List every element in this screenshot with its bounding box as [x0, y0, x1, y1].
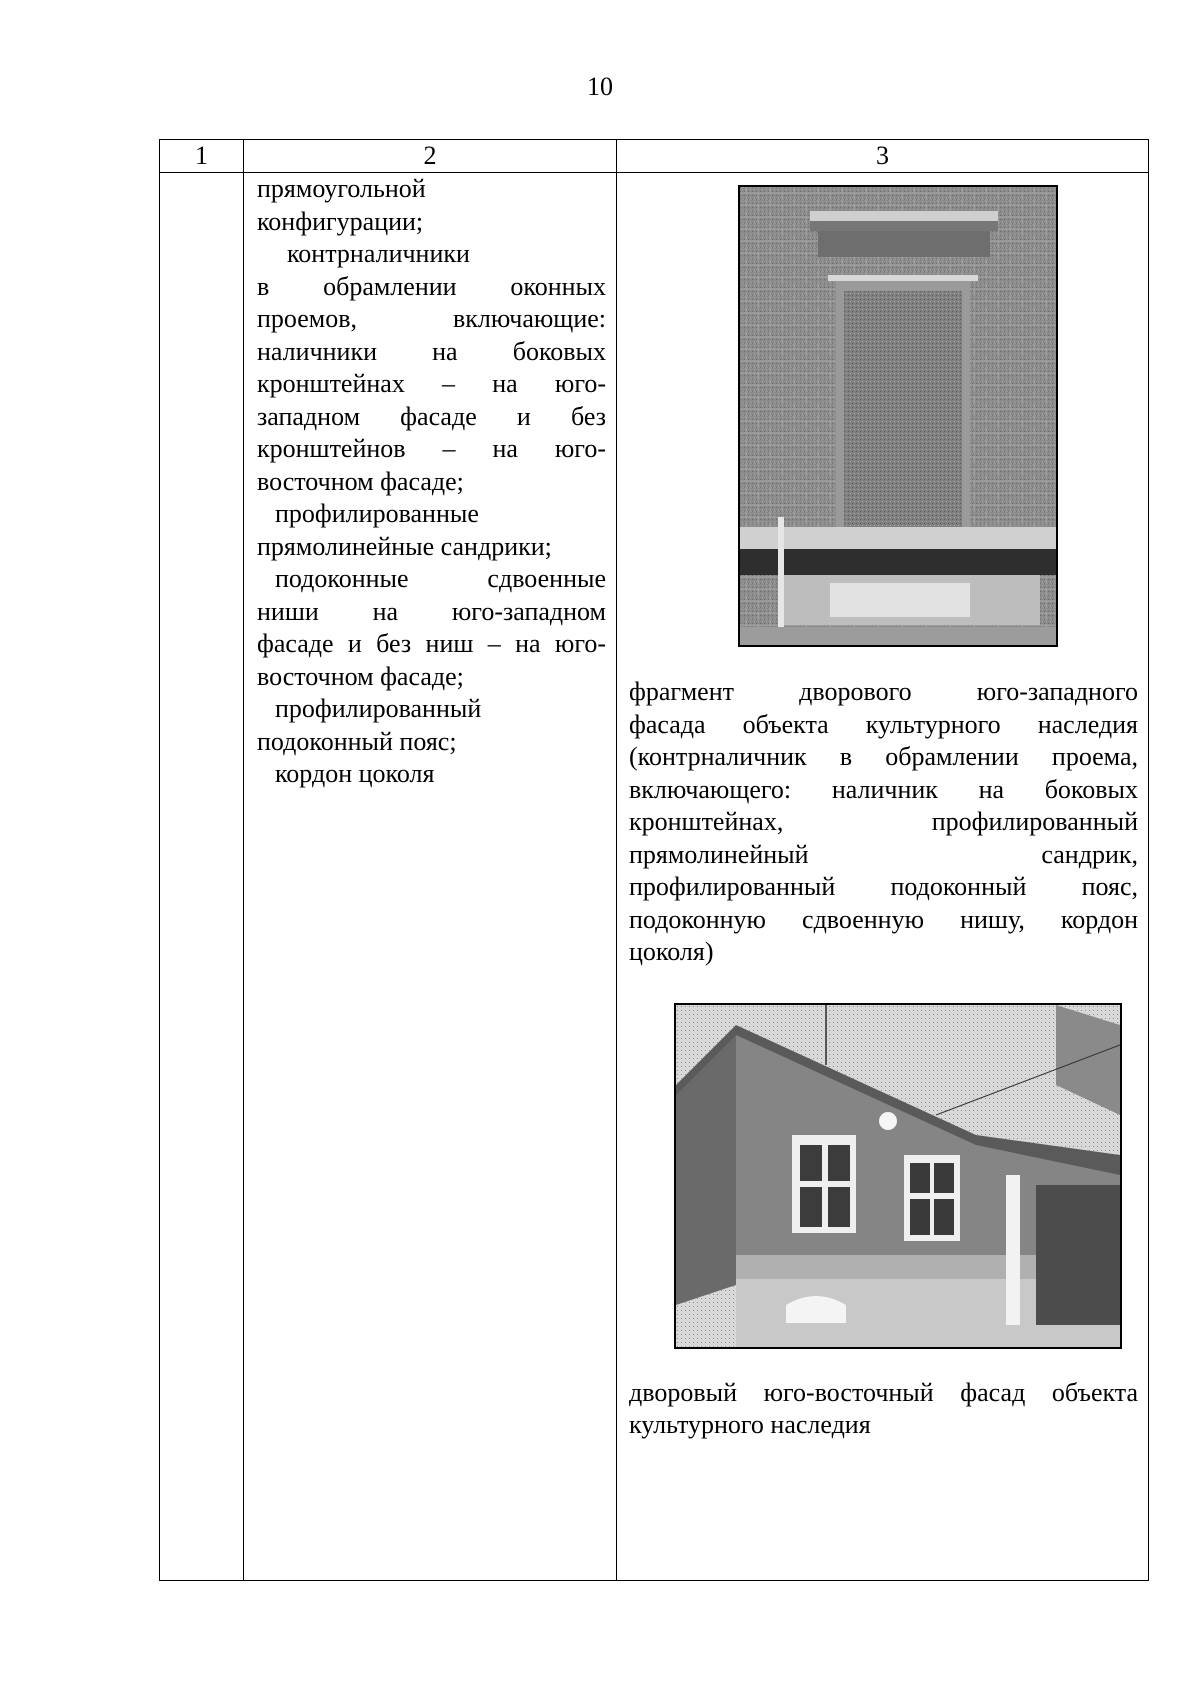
description-line: проемов, включающие: [257, 304, 606, 333]
header-col-1: 1 [160, 140, 244, 173]
caption-line: прямолинейный сандрик, [629, 839, 1138, 869]
description-line: подоконный пояс; [257, 726, 457, 756]
caption-line: включающего: наличник на боковых [629, 774, 1138, 804]
description-line: наличники на боковых [257, 336, 606, 366]
description-line: восточном фасаде; [257, 661, 464, 691]
description-line: ниши на юго-западном [257, 596, 606, 626]
caption-line: профилированный подоконный пояс, [629, 872, 1138, 901]
cell-col-2-description [244, 173, 617, 1581]
caption-line: подоконную сдвоенную нишу, кордон [629, 904, 1138, 934]
southeast-facade-photo [674, 1003, 1122, 1349]
table-row [160, 173, 1149, 1581]
header-col-2: 2 [244, 140, 617, 173]
caption-line: кронштейнах, профилированный [629, 807, 1138, 836]
description-line: кронштейнах – на юго- [257, 369, 606, 398]
window-fragment-photo [738, 185, 1058, 647]
heritage-elements-table [159, 139, 1149, 1581]
caption-line: фасада объекта культурного наследия [629, 709, 1138, 739]
description-line: профилированные [275, 499, 479, 528]
caption-line: цоколя) [629, 937, 714, 966]
cell-col-1 [160, 173, 244, 1581]
description-line: прямолинейные сандрики; [257, 531, 552, 561]
description-line: конфигурации; [257, 206, 424, 236]
caption-line: (контрналичник в обрамлении проема, [629, 742, 1138, 771]
caption-line: фрагмент дворового юго-западного [629, 677, 1138, 706]
description-line: профилированный [275, 694, 482, 723]
description-line: кордон цоколя [275, 759, 435, 788]
description-line: в обрамлении оконных [257, 271, 606, 301]
description-line: западном фасаде и без [257, 401, 606, 431]
description-line: фасаде и без ниш – на юго- [257, 629, 606, 658]
description-line: прямоугольной [257, 174, 426, 203]
description-line: кронштейнов – на юго- [257, 434, 606, 463]
description-line: контрналичники [287, 239, 470, 268]
description-line: восточном фасаде; [257, 466, 464, 496]
caption-line: дворовый юго-восточный фасад объекта [629, 1377, 1138, 1407]
cell-col-3-illustrations [617, 173, 1149, 1581]
table-header-row [160, 140, 1149, 173]
caption-line: культурного наследия [629, 1410, 871, 1439]
page-number: 10 [587, 72, 613, 101]
description-line: подоконные сдвоенные [275, 564, 606, 593]
header-col-3: 3 [617, 140, 1149, 173]
